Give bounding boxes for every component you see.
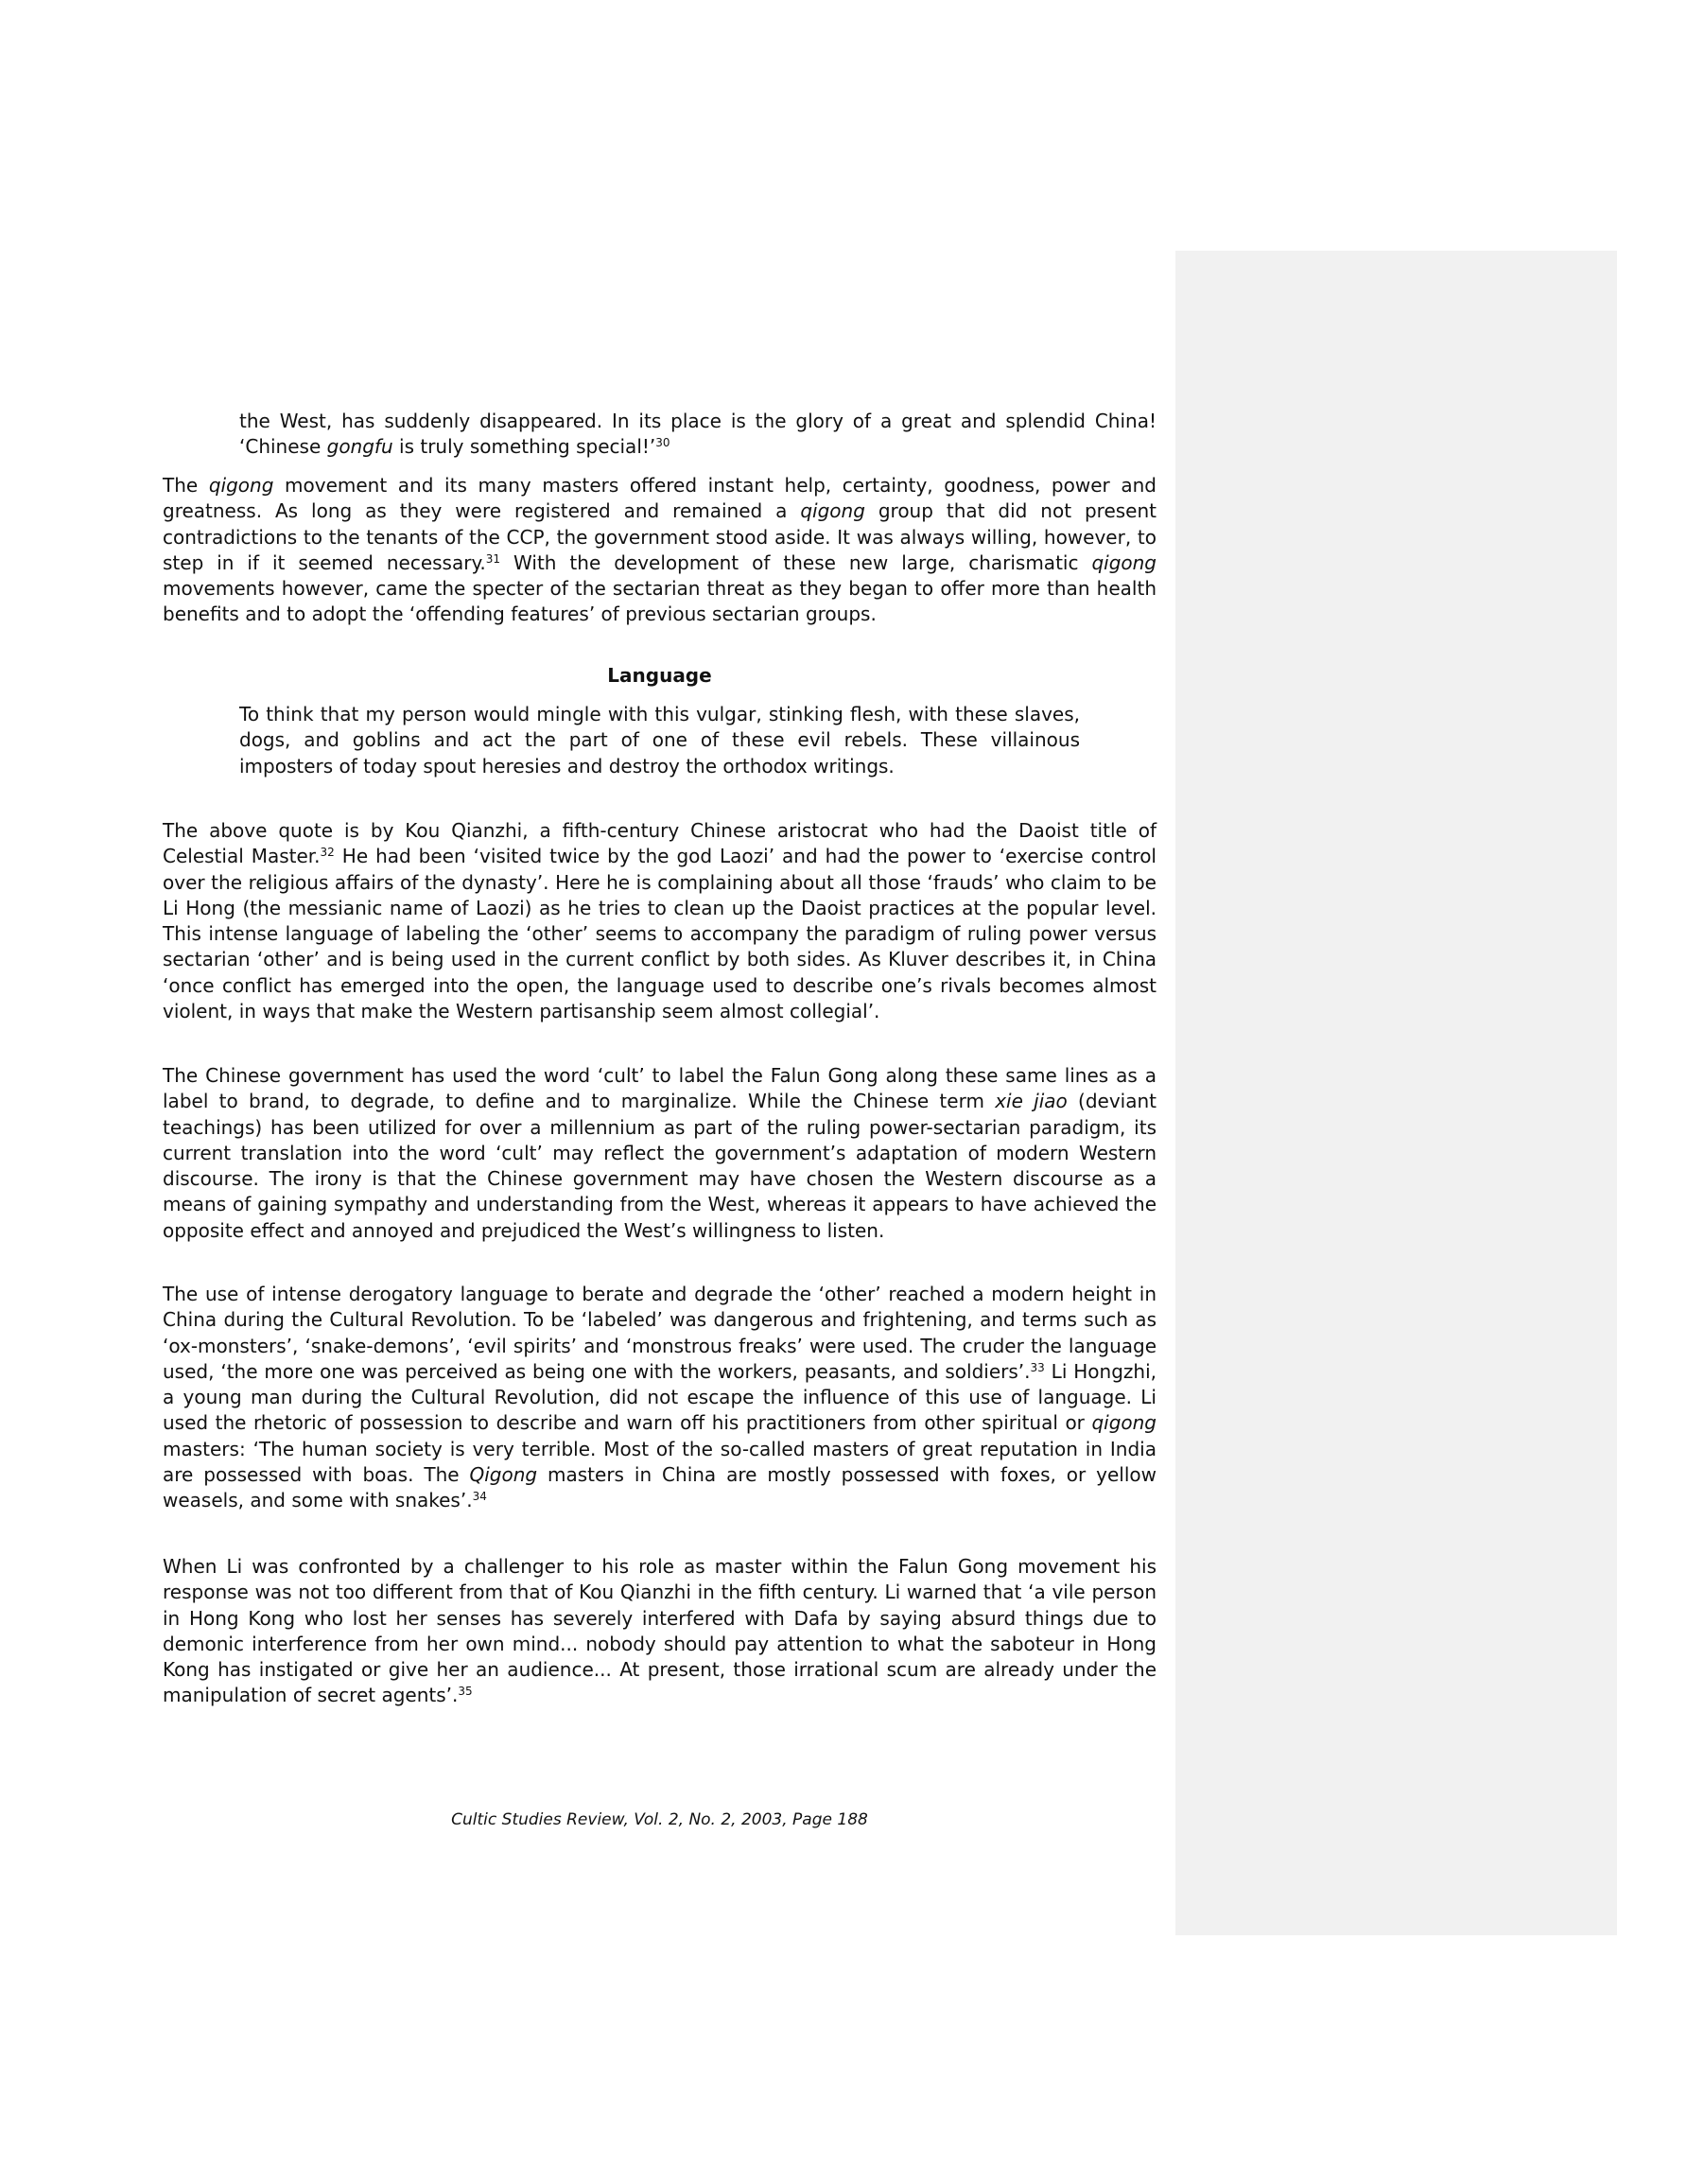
block-quote-kou: To think that my person would mingle with this vulgar, stinking flesh, with these slaves, dogs, and goblins and act the part of one of these evil rebels. These villainous imposters of today spout heresies and destroy the orthodox writings. bbox=[239, 703, 1080, 778]
footnote-ref[interactable]: 33 bbox=[1030, 1360, 1045, 1374]
text: The above quote is by Kou Qianzhi, a fifth-century Chinese aristocrat who had the Daoist title of Celestial Master. bbox=[163, 819, 1157, 868]
page-footer: Cultic Studies Review, Vol. 2, No. 2, 2003, Page 188 bbox=[451, 1810, 868, 1829]
paragraph-kou-qianzhi bbox=[163, 818, 1157, 1024]
text: masters: ‘The human society is very terrible. Most of the so-called masters of great reputation in India are possessed with boas. The bbox=[163, 1437, 1157, 1487]
text: When Li was confronted by a challenger to his role as master within the Falun Gong movement his response was not too different from that of Kou Qianzhi in the fifth century. Li warned that ‘a vile person in Hong Kong who lost her senses has severely interfered with Dafa by saying absurd things due to demonic interference from her own mind... nobody should pay attention to what the saboteur in Hong Kong has instigated or give her an audience... At present, those irrational scum are already under the manipulation of secret agents’. bbox=[163, 1555, 1157, 1707]
footnote-ref[interactable]: 30 bbox=[655, 436, 670, 450]
text: group that did not present contradictions to the tenants of the CCP, the government stood aside. It was always willing, however, to step in if it seemed necessary. bbox=[163, 499, 1157, 574]
italic-term: Qigong bbox=[469, 1463, 538, 1487]
footnote-ref[interactable]: 35 bbox=[458, 1685, 473, 1699]
text: The Chinese government has used the word ‘cult’ to label the Falun Gong along these same lines as a label to brand, to degrade, to define and to marginalize. While the Chinese term bbox=[163, 1064, 1157, 1113]
text: The use of intense derogatory language to berate and degrade the ‘other’ reached a modern height in China during the Cultural Revolution. To be ‘labeled’ was dangerous and frightening, and terms such as ‘ox-monsters’, ‘snake-demons’, ‘evil spirits’ and ‘monstrous freaks’ were used. The cruder the language used, ‘the more one was perceived as being one with the workers, peasants, and soldiers’. bbox=[163, 1283, 1157, 1383]
comment-pane bbox=[1175, 251, 1617, 1935]
italic-term: gongfu bbox=[326, 435, 393, 459]
paragraph-qigong bbox=[163, 473, 1157, 628]
text: movements however, came the specter of the sectarian threat as they began to offer more than health benefits and to adopt the ‘offending features’ of previous sectarian groups. bbox=[163, 577, 1157, 626]
text: The bbox=[163, 474, 209, 497]
text: (deviant teachings) has been utilized for over a millennium as part of the ruling power-sectarian paradigm, its current translation into the word ‘cult’ may reflect the government’s adaptation of modern Western discourse. The irony is that the Chinese government may have chosen the Western discourse as a means of gaining sympathy and understanding from the West, whereas it appears to have achieved the opposite effect and annoyed and prejudiced the West’s willingness to listen. bbox=[163, 1090, 1157, 1242]
text: the West, has suddenly disappeared. In its place is the glory of a great and splendid China! ‘Chinese bbox=[239, 410, 1157, 459]
section-heading: Language bbox=[607, 664, 712, 687]
italic-term: qigong bbox=[1091, 550, 1157, 574]
text: Li Hongzhi, a young man during the Cultural Revolution, did not escape the influence of this use of language. Li used the rhetoric of possession to describe and warn off his practitioners from other spiritual or bbox=[163, 1359, 1157, 1435]
block-quote-gongfu bbox=[239, 409, 1157, 461]
text: He had been ‘visited twice by the god Laozi’ and had the power to ‘exercise control over the religious affairs of the dynasty’. Here he is complaining about all those ‘frauds’ who claim to be Li Hong (the messianic name of Laozi) as he tries to clean up the Daoist practices at the popular level. This intense language of labeling the ‘other’ seems to accompany the paradigm of ruling power versus sectarian ‘other’ and is being used in the current conflict by both sides. As Kluver describes it, in China ‘once conflict has emerged into the open, the language used to describe one’s rivals becomes almost violent, in ways that make the Western partisanship seem almost collegial’. bbox=[163, 845, 1157, 1023]
footnote-ref[interactable]: 31 bbox=[485, 551, 501, 566]
paragraph-cultural-revolution bbox=[163, 1282, 1157, 1514]
italic-term: qigong bbox=[800, 499, 865, 523]
italic-term: qigong bbox=[208, 474, 274, 497]
italic-term: xie jiao bbox=[995, 1090, 1068, 1113]
paragraph-cult-label bbox=[163, 1063, 1157, 1244]
footnote-ref[interactable]: 32 bbox=[320, 846, 335, 860]
text: is truly something special!’ bbox=[392, 435, 656, 459]
text: movement and its many masters offered instant help, certainty, goodness, power and greatness. As long as they were registered and remained a bbox=[163, 474, 1157, 523]
italic-term: qigong bbox=[1091, 1411, 1157, 1435]
footnote-ref[interactable]: 34 bbox=[472, 1490, 487, 1504]
text: masters in China are mostly possessed with foxes, or yellow weasels, and some with snakes’. bbox=[163, 1463, 1157, 1512]
text: With the development of these new large, charismatic bbox=[500, 550, 1092, 574]
paragraph-li-challenger bbox=[163, 1554, 1157, 1709]
